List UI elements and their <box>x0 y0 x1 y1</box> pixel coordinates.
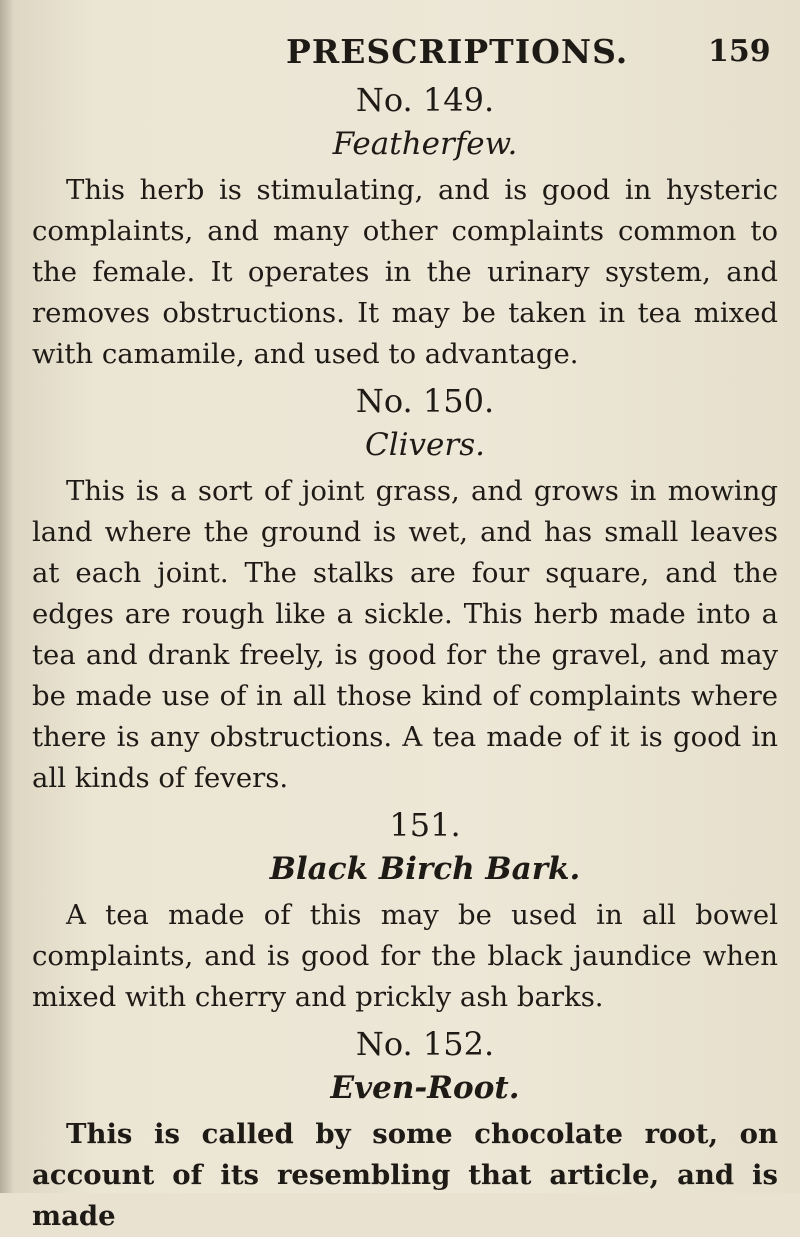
running-head: PRESCRIPTIONS. <box>286 32 629 71</box>
entry-black-birch-bark <box>32 805 778 1018</box>
entry-number: No. 149. <box>355 81 495 119</box>
gutter-shadow <box>0 0 14 1193</box>
page-header <box>32 32 778 80</box>
entry-body: This is a sort of joint grass, and grows in mowing land where the ground is wet, and has small leaves at each joint. The stalks are four square, and the edges are rough like a sickle. This herb made into a tea and drank freely, is good for the gravel, and may be made use of in all those kind of complaints where there is any obstructions. A tea made of it is good in all kinds of fevers. <box>32 475 778 794</box>
entry-title: Featherfew. <box>332 126 518 162</box>
entry-title: Even-Root. <box>330 1070 520 1106</box>
entry-even-root <box>32 1024 778 1237</box>
page-number: 159 <box>708 34 771 69</box>
entry-body: This herb is stimulating, and is good in hysteric complaints, and many other complaints common to the female. It operates in the urinary system, and removes obstructions. It may be taken in tea mixed with camamile, and used to advantage. <box>32 174 778 370</box>
entry-number: 151. <box>389 806 461 844</box>
entry-featherfew <box>32 80 778 375</box>
entry-clivers <box>32 381 778 799</box>
entry-body: A tea made of this may be used in all bowel complaints, and is good for the black jaundice when mixed with cherry and prickly ash barks. <box>32 899 778 1013</box>
entry-number: No. 150. <box>355 382 495 420</box>
entry-title: Clivers. <box>365 427 485 463</box>
entry-body: This is called by some chocolate root, on account of its resembling that article, and is made <box>32 1118 778 1232</box>
entry-number: No. 152. <box>355 1025 495 1063</box>
entry-title: Black Birch Bark. <box>269 851 581 887</box>
